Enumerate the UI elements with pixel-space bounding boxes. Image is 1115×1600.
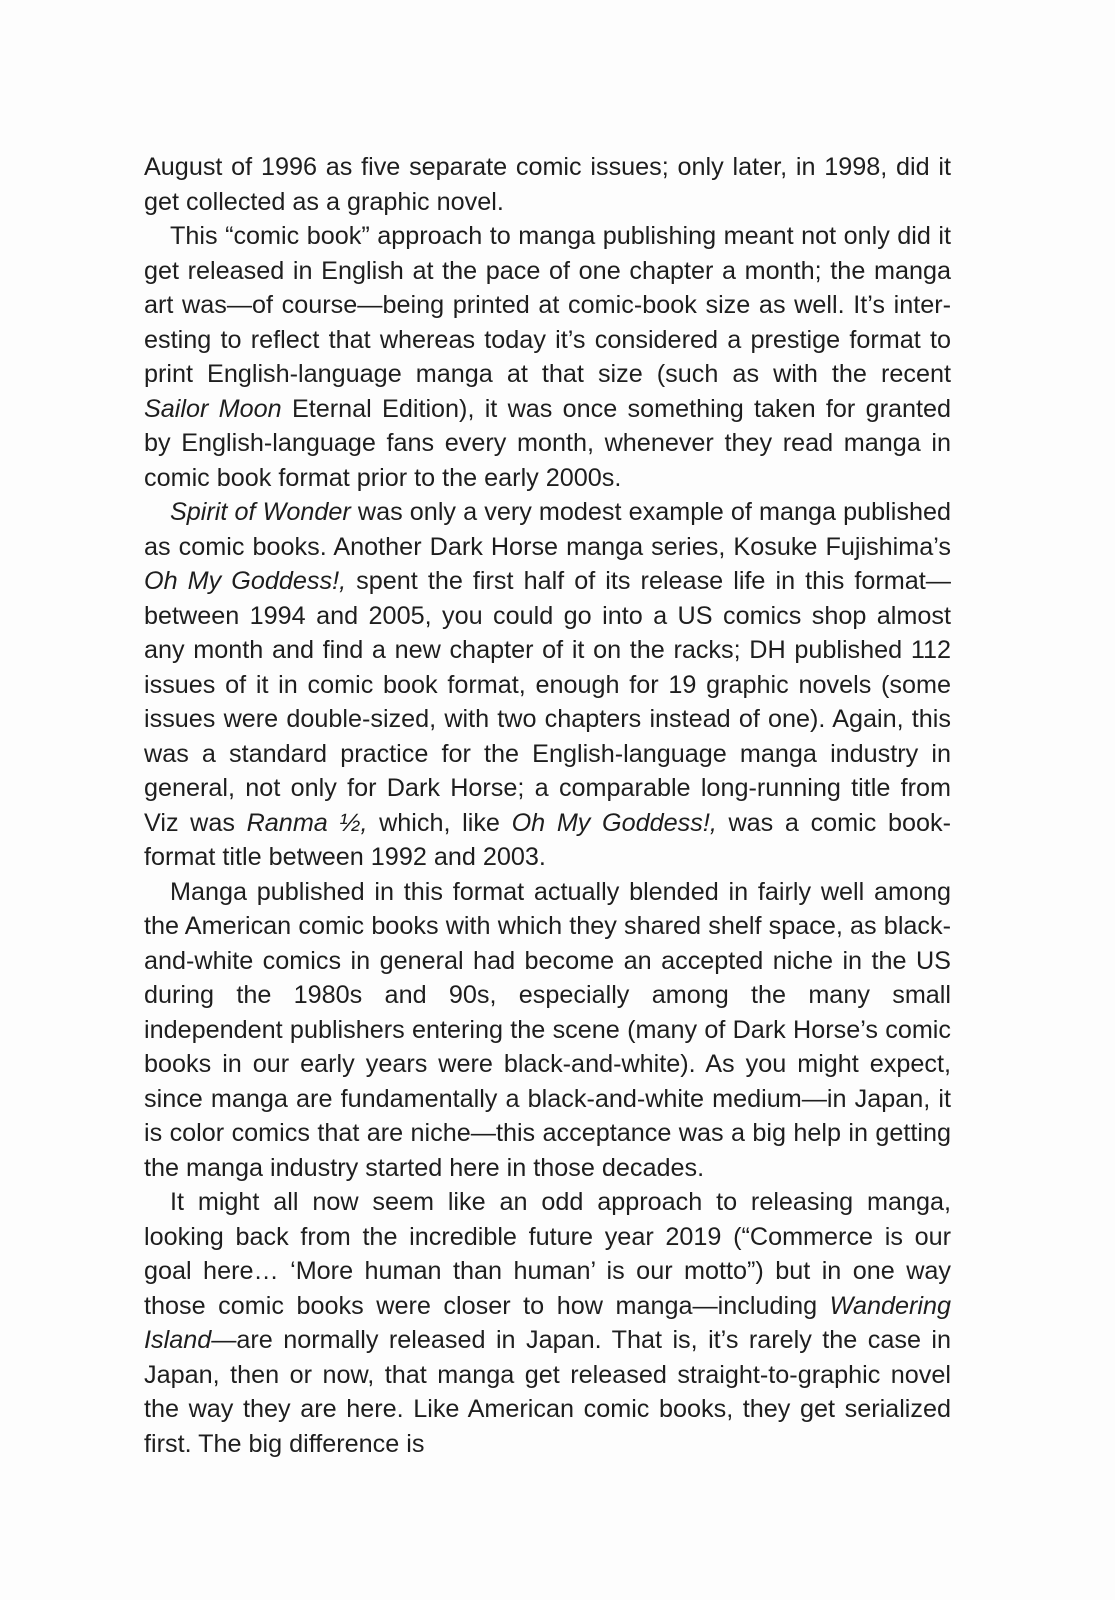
italic-title: Wandering Island (144, 1291, 951, 1354)
text-run: —are normally released in Japan. That is, it’s rarely the case in Japan, then or now, that manga get released straight-to-graphic novel the way they are here. Like American comic books, they get serialized first. The big difference is (144, 1326, 951, 1458)
italic-title: Sailor Moon (144, 394, 282, 423)
italic-title: Spirit of Wonder (170, 498, 351, 526)
text-run: It might all now seem like an odd approach to releasing manga, looking back from the incredible future year 2019 (“Commerce is our goal here… ‘More human than human’ is our motto”) but in one way those comic books were closer to how manga—including (144, 1188, 951, 1320)
text-run: Manga published in this format actually blended in fairly well among the American comic books with which they shared shelf space, as black-and-white comics in general had become an accepted niche in the US during the 1980s and 90s, especially among the many small independent publishers entering the scene (many of Dark Horse’s comic books in our early years were black-and-white). As you might expect, since manga are fundamentally a black-and-white medium—in Japan, it is color comics that are niche—this acceptance was a big help in getting the manga industry started here in those decades. (144, 877, 951, 1182)
body-paragraph (144, 495, 951, 875)
body-paragraph (144, 875, 951, 1186)
text-run: spent the first half of its release life in this format—between 1994 and 2005, you could go into a US comics shop almost any month and find a new chapter of it on the racks; DH published 112 issues of it in comic book format, enough for 19 graphic novels (some issues were double-sized, with two chapters instead of one). Again, this was a standard practice for the English-language manga industry in general, not only for Dark Horse; a comparable long-running title from Viz was (144, 567, 951, 837)
body-paragraph (144, 219, 951, 495)
text-run: which, like (367, 808, 512, 837)
italic-title: Oh My Goddess!, (511, 808, 717, 837)
text-run: Eternal Edition), it was once something taken for granted by English-language fans every month, whenever they read manga in comic book format prior to the early 2000s. (144, 394, 951, 492)
text-run: August of 1996 as five separate comic issues; only later, in 1998, did it get collected as a graphic novel. (144, 153, 951, 216)
text-run: was a comic book-format title between 1992 and 2003. (144, 808, 951, 871)
text-run: was only a very modest example of manga published as comic books. Another Dark Horse manga series, Kosuke Fujishima’s (144, 498, 951, 561)
text-run: This “comic book” approach to manga publishing meant not only did it get released in English at the pace of one chapter a month; the manga art was—of course—being printed at comic-book size as well. It’s interesting to reflect that whereas today it’s considered a prestige format to print English-language manga at that size (such as with the recent (144, 222, 951, 388)
body-paragraph (144, 1185, 951, 1461)
italic-title: Oh My Goddess!, (144, 567, 347, 595)
italic-title: Ranma ½, (246, 808, 368, 837)
body-paragraph (144, 150, 951, 219)
book-page (144, 150, 951, 1461)
